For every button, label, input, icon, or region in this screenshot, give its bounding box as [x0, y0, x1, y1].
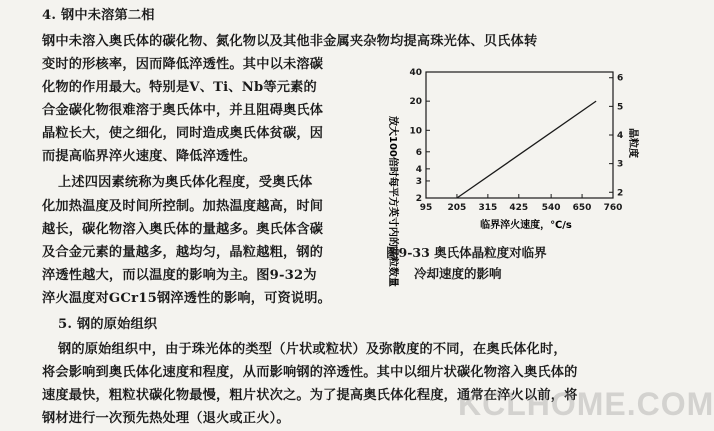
- para1-line-6: 而提高临界淬火速度、降低淬透性。: [42, 149, 257, 164]
- para3-line-3: 速度最快，粗粒状碳化物最慢，粗片状次之。为了提高奥氏体化程度，通常在淬火以前，将: [42, 388, 578, 403]
- x-tick-label: 205: [447, 203, 467, 213]
- para1-line-3: 化物的作用最大。特别是V、Ti、Nb等元素的: [42, 80, 317, 95]
- y-left-tick-label: 6: [415, 147, 422, 158]
- y-left-tick-label: 4: [415, 164, 422, 175]
- y-left-tick-label: 40: [409, 68, 422, 78]
- para1-line-2: 变时的形核率，因而降低淬透性。其中以未溶碳: [42, 57, 324, 72]
- section-5-heading: 5. 钢的原始组织: [58, 317, 158, 332]
- para2-line-1: 上述四因素统称为奥氏体化程度，受奥氏体: [58, 175, 313, 190]
- y-right-tick-label: 2: [617, 188, 624, 199]
- para1-line-5: 晶粒长大，使之细化，同时造成奥氏体贫碳，因: [42, 126, 324, 141]
- y-left-tick-label: 10: [409, 126, 422, 137]
- x-tick-label: 315: [478, 203, 498, 213]
- x-tick-label: 95: [419, 203, 433, 213]
- x-tick-label: 760: [603, 203, 623, 213]
- figure-caption-line-2: 冷却速度的影响: [414, 266, 502, 281]
- para2-line-6: 淬火温度对GCr15钢淬透性的影响，可资说明。: [42, 291, 332, 306]
- y-right-tick-label: 4: [617, 131, 624, 141]
- x-tick-label: 540: [541, 203, 561, 213]
- x-axis-label: 临界淬火速度，℃/s: [480, 220, 572, 231]
- section-4-heading: 4. 钢中未溶第二相: [42, 8, 155, 23]
- y-left-tick-label: 2: [415, 194, 422, 204]
- y-left-tick-label: 20: [409, 97, 422, 108]
- y-axis-label-left: 放大100倍时每平方英寸内的晶粒数量: [387, 116, 398, 287]
- plot-frame: [426, 72, 613, 198]
- x-tick-label: 650: [572, 203, 592, 213]
- para3-line-2: 将会影响到奥氏体化速度和程度，从而影响钢的淬透性。其中以细片状碳化物溶入奥氏体的: [42, 365, 578, 380]
- y-axis-label-right: 晶粒度: [627, 128, 638, 158]
- para3-line-4: 钢材进行一次预先热处理（退火或正火）。: [42, 411, 290, 426]
- y-left-tick-label: 3: [415, 176, 422, 187]
- para2-line-4: 及合金元素的量越多，越均匀，晶粒越粗，钢的: [42, 245, 324, 260]
- y-right-tick-label: 3: [617, 159, 624, 170]
- y-right-tick-label: 5: [617, 102, 624, 113]
- para3-line-1: 钢的原始组织中，由于珠光体的类型（片状或粒状）及弥散度的不同，在奥氏体化时，: [58, 342, 567, 357]
- figure-caption-line-1: 图9-33 奥氏体晶粒度对临界: [386, 245, 547, 260]
- x-tick-label: 425: [509, 203, 529, 213]
- para2-line-5: 淬透性越大，而以温度的影响为主。图9-32为: [42, 268, 317, 283]
- para2-line-3: 越长，碳化物溶入奥氏体的量越多。奥氏体含碳: [42, 222, 324, 237]
- para2-line-2: 化加热温度及时间所控制。加热温度越高，时间: [42, 199, 324, 214]
- y-right-tick-label: 6: [617, 73, 624, 84]
- para1-line-1: 钢中未溶入奥氏体的碳化物、氮化物以及其他非金属夹杂物均提高珠光体、贝氏体转: [42, 34, 538, 49]
- series-line: [457, 101, 596, 198]
- watermark: KCLHOME.COM: [458, 386, 714, 422]
- para1-line-4: 合金碳化物很难溶于奥氏体中，并且阻碍奥氏体: [42, 103, 324, 118]
